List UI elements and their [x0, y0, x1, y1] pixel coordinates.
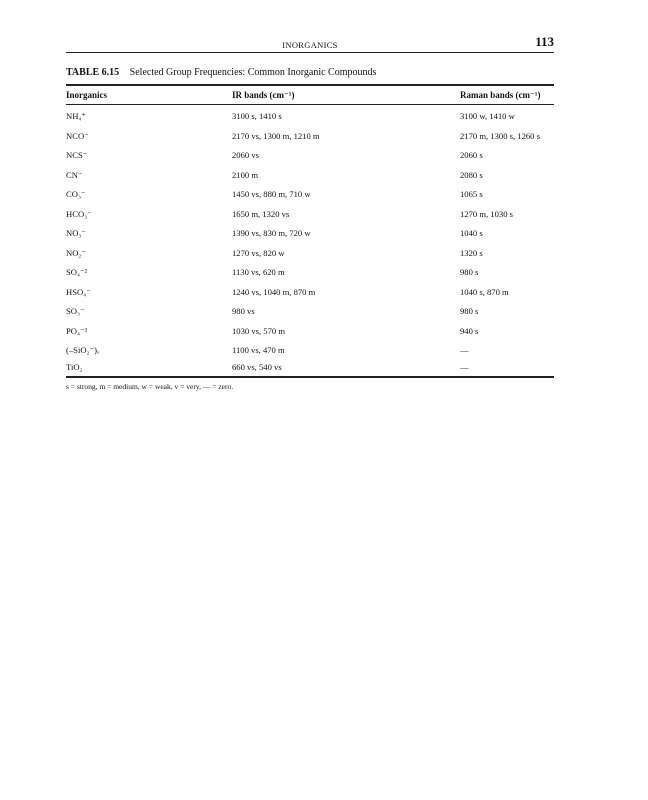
- compound-cell: HCO₃⁻: [66, 208, 92, 219]
- table-row: [66, 170, 554, 189]
- raman-bands-cell: 2170 m, 1300 s, 1260 s: [460, 130, 540, 141]
- table-row: [66, 326, 554, 345]
- table-label: TABLE 6.15: [66, 67, 120, 78]
- ir-bands-cell: 3100 s, 1410 s: [232, 111, 282, 121]
- ir-bands-cell: 1450 vs, 880 m, 710 w: [232, 189, 311, 199]
- compound-cell: PO₄⁻³: [66, 325, 88, 336]
- page-number: 113: [535, 34, 554, 49]
- ir-bands-cell: 1390 vs, 830 m, 720 w: [232, 228, 311, 238]
- raman-bands-cell: 1270 m, 1030 s: [460, 208, 513, 219]
- table-row: [66, 248, 554, 267]
- table-row: [66, 287, 554, 306]
- column-header-raman-bands: Raman bands (cm⁻¹): [460, 90, 541, 100]
- raman-bands-cell: 980 s: [460, 267, 479, 277]
- compound-cell: (–SiO₂⁻)ₓ: [66, 345, 100, 355]
- table-row: [66, 189, 554, 208]
- compound-cell: NO₃⁻: [66, 228, 86, 238]
- table-caption-text: Selected Group Frequencies: Common Inorganic Compounds: [129, 67, 377, 78]
- compound-cell: TiO₂: [66, 362, 83, 372]
- raman-bands-cell: 1040 s, 870 m: [460, 286, 509, 297]
- compound-cell: NCO⁻: [66, 130, 89, 141]
- ir-bands-cell: 980 vs: [232, 306, 255, 316]
- table-row: [66, 267, 554, 286]
- ir-bands-cell: 1130 vs, 620 m: [232, 267, 285, 277]
- compound-cell: NO₂⁻: [66, 247, 86, 258]
- compound-cell: NCS⁻: [66, 150, 88, 160]
- raman-bands-cell: 1065 s: [460, 189, 483, 199]
- table-row: [66, 131, 554, 150]
- table-row: [66, 228, 554, 247]
- table-row: [66, 150, 554, 169]
- table-row: [66, 362, 554, 381]
- running-head: [66, 34, 554, 53]
- ir-bands-cell: 1100 vs, 470 m: [232, 345, 285, 355]
- raman-bands-cell: 1320 s: [460, 247, 483, 258]
- raman-bands-cell: —: [460, 345, 469, 355]
- raman-bands-cell: 2080 s: [460, 169, 483, 180]
- ir-bands-cell: 1650 m, 1320 vs: [232, 208, 290, 219]
- ir-bands-cell: 2060 vs: [232, 150, 259, 160]
- table-top-rule: [66, 84, 554, 86]
- raman-bands-cell: 3100 w, 1410 w: [460, 111, 515, 121]
- compound-cell: CN⁻: [66, 169, 83, 180]
- raman-bands-cell: 2060 s: [460, 150, 483, 160]
- compound-cell: SO₄⁻²: [66, 267, 88, 277]
- table-row: [66, 306, 554, 325]
- raman-bands-cell: 980 s: [460, 306, 479, 316]
- ir-bands-cell: 1240 vs, 1040 m, 870 m: [232, 286, 316, 297]
- raman-bands-cell: —: [460, 362, 469, 372]
- running-head-title: INORGANICS: [282, 40, 338, 50]
- table-header-rule: [66, 104, 554, 105]
- compound-cell: CO₃⁻: [66, 189, 86, 199]
- table-bottom-rule: [66, 376, 554, 378]
- raman-bands-cell: 1040 s: [460, 228, 483, 238]
- table-row: [66, 209, 554, 228]
- ir-bands-cell: 660 vs, 540 vs: [232, 362, 282, 372]
- column-header-ir-bands: IR bands (cm⁻¹): [232, 90, 295, 100]
- table-caption: [66, 67, 376, 78]
- compound-cell: NH₄⁺: [66, 111, 86, 121]
- ir-bands-cell: 1030 vs, 570 m: [232, 325, 285, 336]
- table-row: [66, 111, 554, 130]
- compound-cell: HSO₄⁻: [66, 286, 91, 297]
- table-footnote: s = strong, m = medium, w = weak, v = very, — = zero.: [66, 382, 234, 391]
- compound-cell: SO₃⁻: [66, 306, 85, 316]
- ir-bands-cell: 2100 m: [232, 169, 259, 180]
- column-header-inorganics: Inorganics: [66, 90, 108, 100]
- ir-bands-cell: 2170 vs, 1300 m, 1210 m: [232, 130, 320, 141]
- ir-bands-cell: 1270 vs, 820 w: [232, 247, 285, 258]
- raman-bands-cell: 940 s: [460, 325, 479, 336]
